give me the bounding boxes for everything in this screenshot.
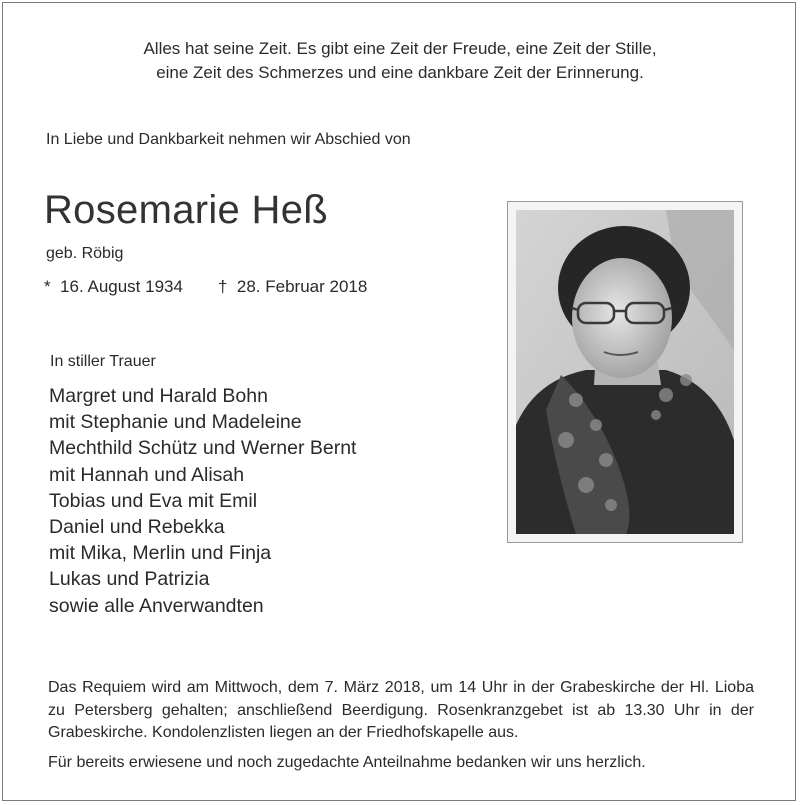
thanks-text: Für bereits erwiesene und noch zugedachte Anteilnahme bedanken wir uns herzlich. bbox=[48, 754, 646, 771]
birth-date: * 16. August 1934 bbox=[44, 277, 183, 296]
funeral-notice: Das Requiem wird am Mittwoch, dem 7. März 2018, um 14 Uhr in der Grabeskirche der Hl. Lioba zu Petersberg gehalten; anschließend Beerdigung. Rosenkranzgebet ist ab 13.30 Uhr in der Grabeskirche. Kondolenzlisten liegen an der Friedhofskapelle aus. bbox=[48, 679, 754, 741]
mourner-line: mit Mika, Merlin und Finja bbox=[49, 542, 272, 565]
mourner-line: Tobias und Eva mit Emil bbox=[49, 489, 258, 512]
mourner-line: mit Hannah und Alisah bbox=[49, 463, 245, 486]
mourner-line: Mechthild Schütz und Werner Bernt bbox=[49, 437, 357, 460]
portrait-photo bbox=[516, 210, 734, 534]
deceased-born-name: geb. Röbig bbox=[46, 245, 124, 262]
motto-line-1: Alles hat seine Zeit. Es gibt eine Zeit der Freude, eine Zeit der Stille, bbox=[143, 39, 657, 58]
intro-text: In Liebe und Dankbarkeit nehmen wir Abschied von bbox=[46, 131, 411, 148]
mourners-list bbox=[49, 383, 356, 619]
mourning-label: In stiller Trauer bbox=[50, 353, 156, 370]
mourner-line: Margret und Harald Bohn bbox=[49, 385, 268, 407]
mourner-line: sowie alle Anverwandten bbox=[49, 594, 264, 617]
mourner-line: mit Stephanie und Madeleine bbox=[49, 411, 302, 434]
motto-quote bbox=[0, 37, 800, 85]
death-date: † 28. Februar 2018 bbox=[218, 277, 368, 296]
motto-line-2: eine Zeit des Schmerzes und eine dankbare Zeit der Erinnerung. bbox=[156, 63, 644, 82]
deceased-name: Rosemarie Heß bbox=[44, 188, 328, 232]
portrait-frame bbox=[507, 201, 743, 543]
portrait-illustration bbox=[516, 210, 734, 534]
mourner-line: Daniel und Rebekka bbox=[49, 516, 225, 539]
mourner-line: Lukas und Patrizia bbox=[49, 568, 210, 591]
